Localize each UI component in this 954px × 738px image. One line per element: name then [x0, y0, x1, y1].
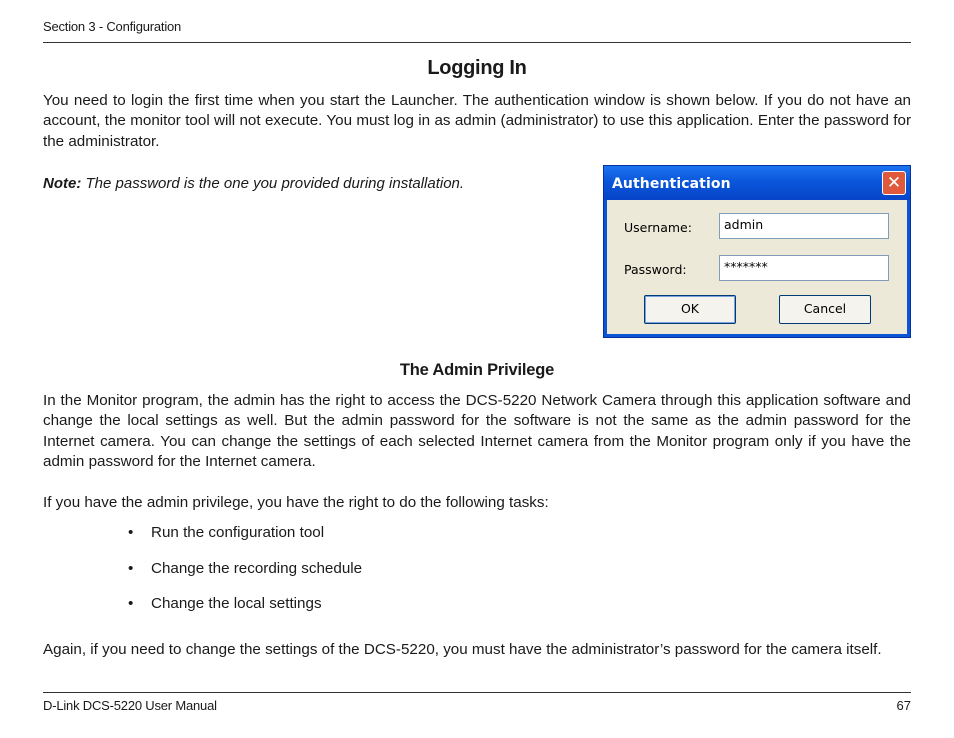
- bullet-icon: •: [128, 559, 134, 577]
- section-subtitle: The Admin Privilege: [399, 361, 555, 379]
- intro-paragraph: You need to login the first time when you start the Launcher. The authentication window is shown below. If you do not have an account, the monitor tool will not execute. You must log in as admin (administrator) to use this application. Enter the password for the administrator.: [43, 92, 911, 150]
- task-list: [128, 524, 362, 631]
- username-label: Username:: [624, 220, 692, 235]
- note-text: The password is the one you provided during installation.: [85, 175, 465, 192]
- note-label: Note:: [43, 175, 82, 192]
- dialog-title: Authentication: [612, 176, 731, 192]
- page-number: 67: [896, 698, 911, 713]
- username-field[interactable]: admin: [719, 213, 889, 239]
- list-item: [128, 560, 362, 596]
- note: [43, 175, 464, 192]
- password-label: Password:: [624, 262, 687, 277]
- bullet-icon: •: [128, 524, 134, 541]
- closing-paragraph: Again, if you need to change the settings of the DCS-5220, you must have the administrator’s password for the camera itself.: [43, 641, 882, 658]
- section-header: Section 3 - Configuration: [43, 19, 182, 34]
- authentication-dialog: [603, 165, 911, 338]
- close-icon[interactable]: ✕: [882, 171, 906, 195]
- admin-paragraph: In the Monitor program, the admin has the right to access the DCS-5220 Network Camera through this application software and change the local settings as well. But the admin password for the software is not the same as the admin password for the Internet camera. You can change the settings of each selected Internet camera from the Monitor program only if you have the admin password for the Internet camera.: [43, 392, 911, 471]
- page-title: Logging In: [427, 57, 527, 79]
- list-item-text: Change the local settings: [151, 595, 322, 612]
- list-item-text: Run the configuration tool: [151, 524, 325, 541]
- ok-button[interactable]: OK: [644, 295, 736, 324]
- list-item: [128, 524, 362, 560]
- tasks-intro: If you have the admin privilege, you have the right to do the following tasks:: [43, 494, 549, 511]
- footer-rule: [43, 692, 911, 693]
- footer-manual-title: D-Link DCS-5220 User Manual: [43, 698, 217, 713]
- dialog-body: [607, 200, 907, 334]
- bullet-icon: •: [128, 595, 134, 612]
- header-rule: [43, 42, 911, 43]
- list-item: [128, 595, 362, 631]
- cancel-button[interactable]: Cancel: [779, 295, 871, 324]
- password-field[interactable]: *******: [719, 255, 889, 281]
- dialog-titlebar: [604, 166, 910, 200]
- list-item-text: Change the recording schedule: [151, 559, 363, 577]
